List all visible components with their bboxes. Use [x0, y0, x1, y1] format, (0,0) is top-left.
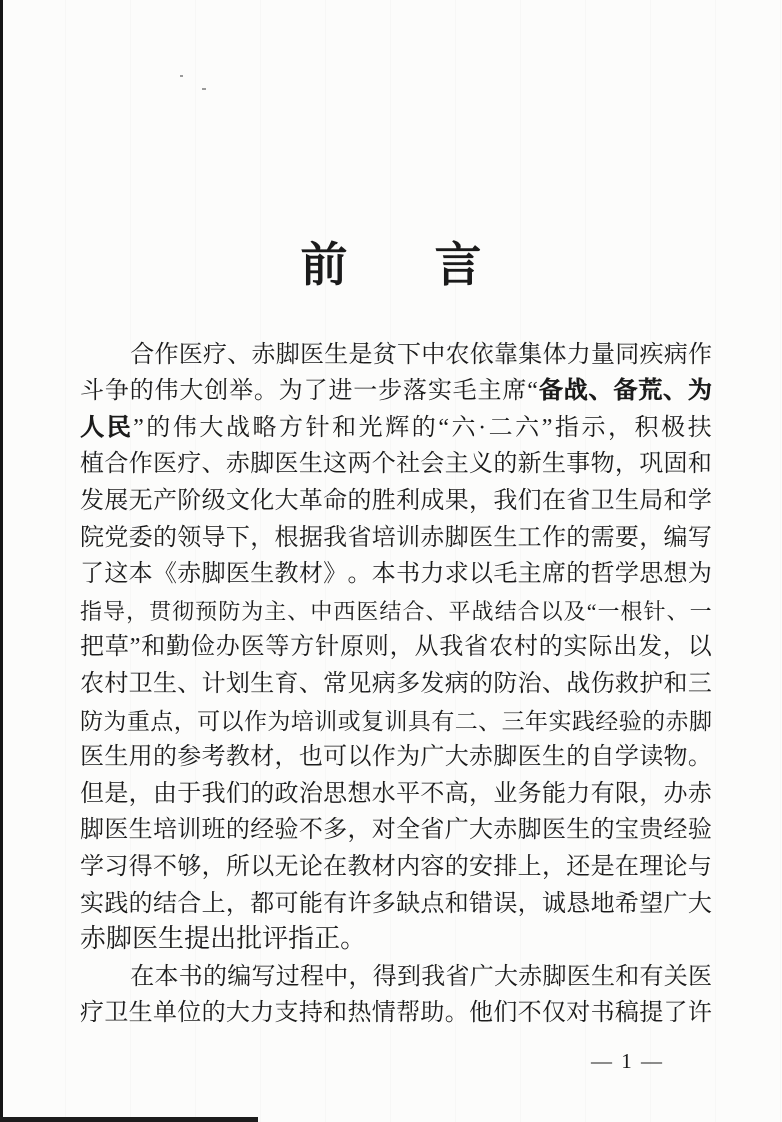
text-line: 发 展 无 产 阶 级 文 化 大 革 命 的 胜 利 成 果 ， 我 们 在 省 卫 生 局 和 学: [80, 487, 712, 514]
text-line: 防 为 重 点 ， 可 以 作 为 培 训 或 复 训 具 有 二 、 三 年 实 践 经 验 的 赤 脚: [80, 708, 712, 734]
page-number: — 1 —: [591, 1049, 664, 1073]
scan-band-bottom: [0, 1117, 258, 1122]
text-line: 赤 脚 医 生 提 出 批 评 指 正 。: [80, 924, 367, 954]
scan-edge-left: [0, 0, 3, 1122]
scan-speck: [202, 88, 206, 90]
title-char-right: 言: [434, 240, 482, 292]
paragraph: [80, 952, 712, 1025]
text-line: 把 草 ” 和 勤 俭 办 医 等 方 针 原 则 ， 从 我 省 农 村 的 实 际 出 发 ， 以: [80, 634, 712, 661]
text-line: 学 习 得 不 够 ， 所 以 无 论 在 教 材 内 容 的 安 排 上 ， 还 是 在 理 论 与: [80, 853, 712, 880]
preface-body: [80, 330, 712, 1025]
text-line: 了 这 本 《 赤 脚 医 生 教 材 》 。 本 书 力 求 以 毛 主 席 的 哲 学 思 想 为: [80, 561, 712, 588]
text-line: 实 践 的 结 合 上 ， 都 可 能 有 许 多 缺 点 和 错 误 ， 诚 恳 地 希 望 广 大: [80, 890, 712, 917]
text-line: 合 作 医 疗 、 赤 脚 医 生 是 贫 下 中 农 依 靠 集 体 力 量 同 疾 病 作: [130, 341, 712, 368]
scan-speck: [180, 75, 183, 77]
page-title: [0, 240, 782, 292]
text-line: 医 生 用 的 参 考 教 材 ， 也 可 以 作 为 广 大 赤 脚 医 生 的 自 学 读 物 。: [80, 744, 712, 771]
text-line: 指 导 ， 贯 彻 预 防 为 主 、 中 西 医 结 合 、 平 战 结 合 以 及 “ 一 根 针 、 一: [80, 598, 712, 624]
title-char-left: 前: [300, 240, 348, 292]
text-line: 农 村 卫 生 、 计 划 生 育 、 常 见 病 多 发 病 的 防 治 、 战 伤 救 护 和 三: [80, 670, 712, 697]
text-line: 人 民 ” 的 伟 大 战 略 方 针 和 光 辉 的 “ 六 · 二 六 ” 指 示 ， 积 极 扶: [80, 414, 712, 441]
text-line: 院 党 委 的 领 导 下 ， 根 据 我 省 培 训 赤 脚 医 生 工 作 的 需 要 ， 编 写: [80, 524, 712, 551]
paragraph: [80, 330, 712, 952]
text-line: 斗 争 的 伟 大 创 举 。 为 了 进 一 步 落 实 毛 主 席 “ 备 战 、 备 荒 、 为: [80, 378, 712, 405]
text-line: 但 是 ， 由 于 我 们 的 政 治 思 想 水 平 不 高 ， 业 务 能 力 有 限 ， 办 赤: [80, 780, 712, 807]
text-line: 植 合 作 医 疗 、 赤 脚 医 生 这 两 个 社 会 主 义 的 新 生 事 物 ， 巩 固 和: [80, 451, 712, 478]
text-line: 在 本 书 的 编 写 过 程 中 ， 得 到 我 省 广 大 赤 脚 医 生 和 有 关 医: [130, 963, 712, 990]
text-line: 脚 医 生 培 训 班 的 经 验 不 多 ， 对 全 省 广 大 赤 脚 医 生 的 宝 贵 经 验: [80, 817, 712, 844]
text-line: 疗 卫 生 单 位 的 大 力 支 持 和 热 情 帮 助 。 他 们 不 仅 对 书 稿 提 了 许: [80, 1000, 712, 1027]
